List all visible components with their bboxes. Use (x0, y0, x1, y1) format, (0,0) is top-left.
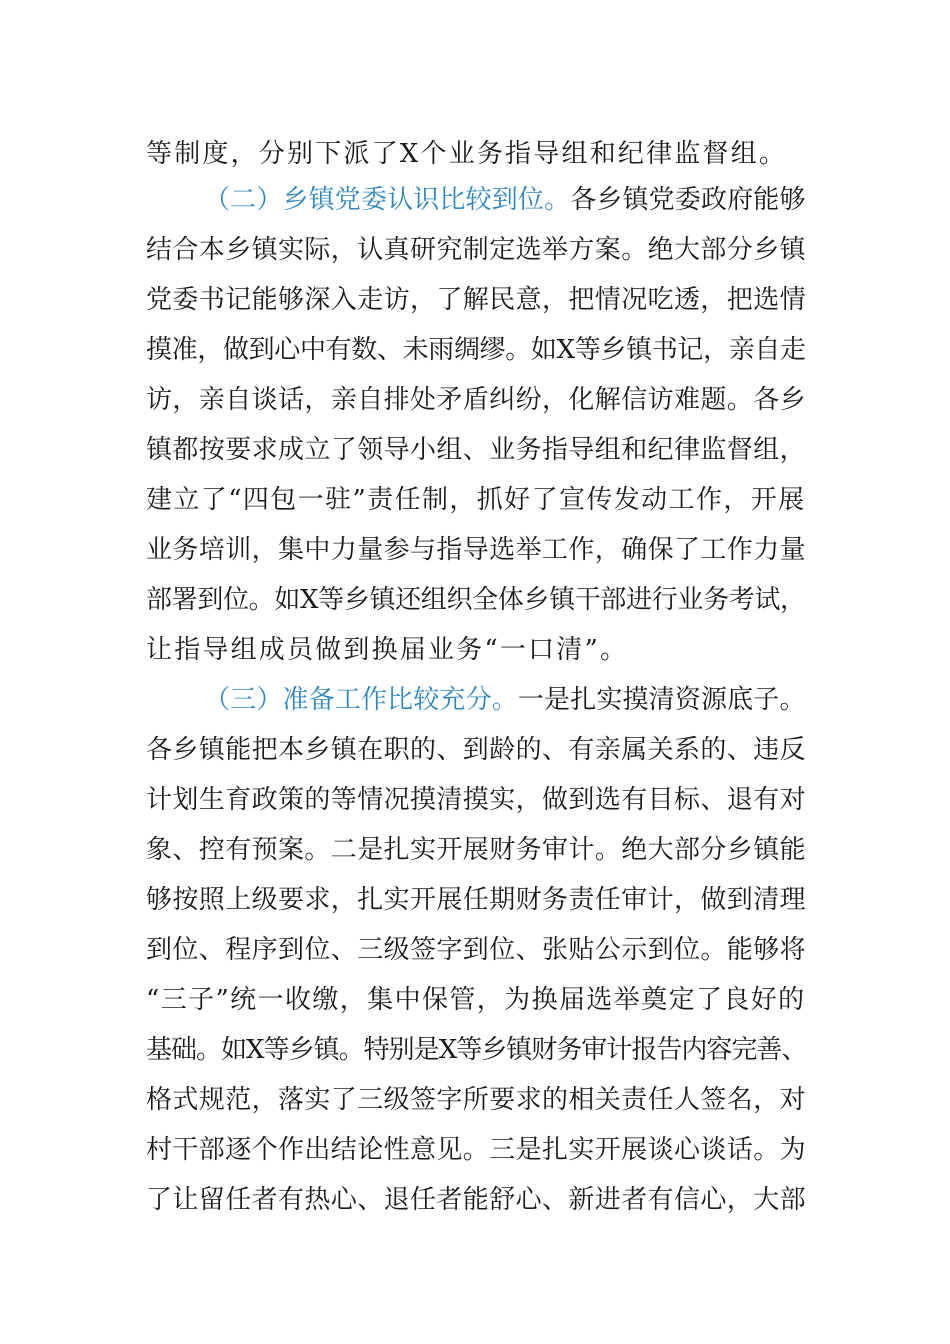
text-line (146, 780, 806, 820)
text-line (204, 180, 806, 220)
line-text: 党委书记能够深入走访，了解民意，把情况吃透，把选情 (146, 285, 807, 315)
line-text: 格式规范，落实了三级签字所要求的相关责任人签名，对 (146, 1085, 807, 1115)
line-text: 建立了“四包一驻”责任制，抓好了宣传发动工作，开展 (146, 485, 806, 515)
text-line (146, 980, 806, 1020)
text-line (146, 530, 806, 570)
text-line (146, 1080, 806, 1120)
text-line (146, 1130, 806, 1170)
line-text: 村干部逐个作出结论性意见。三是扎实开展谈心谈话。为 (146, 1135, 807, 1165)
line-text: “三子”统一收缴，集中保管，为换届选举奠定了良好的 (146, 985, 806, 1015)
line-text: 等制度，分别下派了X个业务指导组和纪律监督组。 (146, 139, 788, 169)
text-line (146, 280, 806, 320)
line-text: 各乡镇党委政府能够 (570, 185, 806, 215)
line-text: 各乡镇能把本乡镇在职的、到龄的、有亲属关系的、违反 (146, 735, 807, 765)
line-text: 让指导组成员做到换届业务“一口清”。 (146, 635, 629, 665)
section-heading: （二）乡镇党委认识比较到位。 (204, 185, 571, 215)
text-line (146, 134, 806, 174)
line-text: 一是扎实摸清资源底子。 (517, 685, 806, 715)
line-text: 到位、程序到位、三级签字到位、张贴公示到位。能够将 (146, 935, 807, 965)
line-text: 镇都按要求成立了领导小组、业务指导组和纪律监督组， (146, 435, 807, 465)
text-line (146, 730, 806, 770)
text-line (146, 1180, 806, 1220)
line-text: 基础。如X等乡镇。特别是X等乡镇财务审计报告内容完善、 (146, 1035, 807, 1065)
line-text: 摸准，做到心中有数、未雨绸缪。如X等乡镇书记，亲自走 (146, 335, 806, 365)
line-text: 业务培训，集中力量参与指导选举工作，确保了工作力量 (146, 535, 807, 565)
text-line (146, 630, 806, 670)
text-line (146, 880, 806, 920)
text-line (146, 480, 806, 520)
text-line (146, 830, 806, 870)
line-text: 访，亲自谈话，亲自排处矛盾纠纷，化解信访难题。各乡 (146, 385, 807, 415)
text-line (146, 1030, 806, 1070)
text-line (146, 380, 806, 420)
text-line (204, 680, 806, 720)
line-text: 象、控有预案。二是扎实开展财务审计。绝大部分乡镇能 (146, 835, 807, 865)
section-heading: （三）准备工作比较充分。 (204, 685, 518, 715)
line-text: 计划生育政策的等情况摸清摸实，做到选有目标、退有对 (146, 785, 807, 815)
line-text: 部署到位。如X等乡镇还组织全体乡镇干部进行业务考试， (146, 585, 806, 615)
text-line (146, 330, 806, 370)
text-line (146, 580, 806, 620)
line-text: 结合本乡镇实际，认真研究制定选举方案。绝大部分乡镇 (146, 235, 807, 265)
line-text: 够按照上级要求，扎实开展任期财务责任审计，做到清理 (146, 885, 807, 915)
text-line (146, 230, 806, 270)
text-line (146, 430, 806, 470)
text-line (146, 930, 806, 970)
line-text: 了让留任者有热心、退任者能舒心、新进者有信心，大部 (146, 1185, 807, 1215)
